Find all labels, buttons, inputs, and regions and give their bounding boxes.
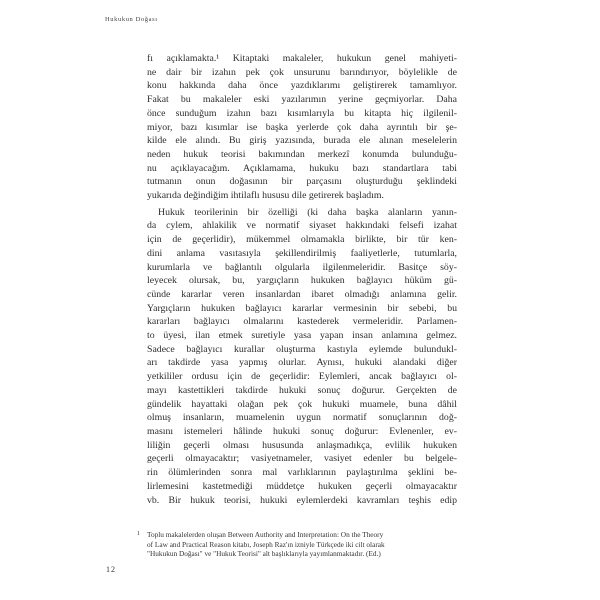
text-line: gündelik hayattaki olağan pek çok hukuki muamele, buna dâhil — [147, 398, 457, 410]
body-text — [147, 52, 457, 507]
text-line: kurumlarla ve bağlantılı olgularla ilgilenmeleridir. Basitçe söy- — [147, 261, 457, 273]
paragraph-2 — [147, 206, 457, 507]
footnote-line: of Law and Practical Reason kitabı, Joseph Raz'ın izniyle Türkçede iki cilt olarak — [147, 539, 385, 549]
text-line: kilde ele alındı. Bu giriş yazısında, burada ele alınan meselelerin — [147, 135, 457, 147]
footnote-line: "Hukukun Doğası" ve "Hukuk Teorisi" alt başlıklarıyla yayımlanmaktadır. (Ed.) — [147, 549, 381, 559]
footnote-line: Toplu makalelerden oluşan Between Authority and Interpretation: On the Theory — [147, 530, 384, 539]
text-line: vb. Bir hukuk teorisi, hukuki eylemlerdeki kavramları teşhis edip — [147, 494, 457, 506]
paragraph-1 — [147, 52, 457, 203]
text-line: Yargıçların hukuken bağlayıcı kararlar vermesinin bir sebebi, bu — [147, 302, 457, 314]
text-line: neden hukuk teorisi bakımından merkezî konumda bulunduğu- — [147, 148, 457, 160]
text-line: masını istemeleri hâlinde hukuki sonuç doğurur: Evlenenler, ev- — [147, 425, 457, 437]
page-number: 12 — [106, 565, 116, 574]
text-line: nu açıklayacağım. Açıklamama, hukuku bazı standartlara tabi — [147, 162, 457, 174]
footnote — [137, 530, 457, 559]
text-line: Sadece bağlayıcı kurallar oluşturma kastıyla eylemde bulundukl- — [147, 343, 457, 355]
text-line: konu hakkında daha önce yazdıklarımı geliştirerek tamamlıyor. — [147, 80, 457, 92]
text-line: fı açıklamakta.¹ Kitaptaki makaleler, hukukun genel mahiyeti- — [147, 53, 457, 64]
text-line: arı takdirde yasa yapmış olurlar. Aynısı, hukuki alandaki diğer — [147, 357, 457, 369]
text-line: geçerli olmayacaktır; vasiyetnameler, vasiyet edenler bu belgele- — [147, 453, 457, 465]
text-line: yetkililer ordusu için de geçerlidir: Eylemleri, ancak bağlayıcı ol- — [147, 371, 457, 383]
text-line: yukarıda değindiğim ihtilaflı hususu dile getirerek başladım. — [147, 190, 384, 202]
text-line: kararları bağlayıcı olmalarını kastederek vermeleridir. Parlamen- — [147, 316, 457, 328]
text-line: miyor, bazı kısımlar ise başka yerlerde çok daha ayrıntılı bir şe- — [147, 121, 457, 133]
text-line: ne dair bir izahın pek çok unsurunu barındırıyor, böylelikle de — [147, 66, 457, 78]
running-head: Hukukun Doğası — [105, 16, 158, 23]
text-line: leyecek olursak, bu, yargıçların hukuken bağlayıcı hüküm gü- — [147, 275, 457, 287]
text-line: Hukuk teorilerinin bir özelliği (ki daha başka alanların yanın- — [158, 206, 457, 218]
text-line: için de geçerlidir), mükemmel olmamakla birlikte, bir tür ken- — [147, 234, 457, 246]
text-line: da cylem, ahlakilik ve normatif siyaset hakkındaki felsefi izahat — [147, 220, 457, 232]
text-line: rin ölümlerinden sonra mal varlıklarının paylaştırılma şeklini be- — [147, 467, 457, 479]
text-line: tutmanın onun doğasının bir parçasını oluşturduğu şeklindeki — [147, 176, 457, 188]
text-line: mayı kastettikleri takdirde hukuki sonuç doğurur. Gerçekten de — [147, 384, 457, 396]
text-line: önce sunduğum izahın bazı kısımlarıyla bu kitapta hiç ilgilenil- — [147, 107, 457, 119]
text-line: dini anlama vasıtasıyla şekillendirilmiş faaliyetlerle, tutumlarla, — [147, 247, 457, 259]
text-line: to üyesi, ilan etmek suretiyle yasa yapan insan anlamına gelmez. — [147, 330, 457, 342]
text-line: liliğin geçerli olması hususunda anlaşmadıkça, evlilik hukuken — [147, 439, 457, 451]
text-line: Fakat bu makaleler eski yazılarımın yerine geçmiyorlar. Daha — [147, 94, 457, 106]
text-line: olmuş insanların, muamelenin uygun normatif sonuçlarının doğ- — [147, 412, 457, 424]
text-line: cünde kararlar veren insanlardan ibaret olmadığı anlamına gelir. — [147, 288, 457, 300]
text-line: lirlemesini kastetmediği müddetçe hukuken geçerli olmayacaktır — [147, 480, 457, 492]
footnote-marker: 1 — [137, 531, 140, 537]
